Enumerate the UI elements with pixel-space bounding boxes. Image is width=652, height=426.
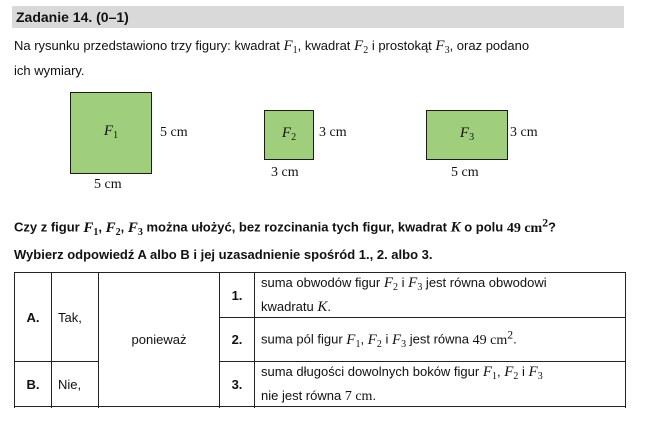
- reason-1-text[interactable]: suma obwodów figur $F_2$ i $F_3$ jest równa obwodowi kwadratu K.: [255, 273, 626, 318]
- option-b-word[interactable]: Nie,: [52, 362, 99, 407]
- task-title: Zadanie 14. (0–1): [16, 9, 129, 25]
- question-text: Czy z figur $F_1$, $F_2$, $F_3$ można ułożyć, bez rozcinania tych figur, kwadrat K o polu 49 $cm^2$? Wybierz odpowiedź A albo B i jej uzasadnienie spośród 1., 2. albo 3.: [14, 216, 556, 262]
- answer-table: [14, 272, 626, 407]
- figure-f1-side-bottom: 5 cm: [94, 177, 122, 192]
- reason-2-number[interactable]: 2.: [220, 318, 255, 362]
- intro-text: Na rysunku przedstawiono trzy figury: kwadrat $F_1$, kwadrat $F_2$ i prostokąt $F_3$, oraz podano ich wymiary.: [14, 38, 530, 78]
- figure-f2-side-bottom: 3 cm: [271, 165, 299, 180]
- figure-f2-label: $F_2$: [281, 125, 297, 143]
- figure-f1-square: [70, 92, 152, 174]
- reason-3-number[interactable]: 3.: [220, 362, 255, 407]
- figure-f3-rectangle: [426, 110, 508, 160]
- because-cell: ponieważ: [99, 273, 220, 407]
- option-b-letter[interactable]: B.: [15, 362, 52, 407]
- figure-f1-side-right: 5 cm: [160, 125, 188, 140]
- option-a-letter[interactable]: A.: [15, 273, 52, 362]
- figure-f3-label: $F_3$: [459, 125, 475, 143]
- option-a-word[interactable]: Tak,: [52, 273, 99, 362]
- figure-f2-side-right: 3 cm: [319, 125, 347, 140]
- figure-f1-label: $F_1$: [103, 123, 119, 141]
- figure-f3-side-right: 3 cm: [510, 125, 538, 140]
- reason-2-text[interactable]: suma pól figur $F_1$, $F_2$ i $F_3$ jest równa 49 $cm^2$.: [255, 318, 626, 362]
- figure-f3-side-bottom: 5 cm: [451, 165, 479, 180]
- reason-3-text[interactable]: suma długości dowolnych boków figur $F_1$, $F_2$ i $F_3$ nie jest równa 7 cm.: [255, 362, 626, 407]
- figure-f2-square: [264, 110, 314, 160]
- reason-1-number[interactable]: 1.: [220, 273, 255, 318]
